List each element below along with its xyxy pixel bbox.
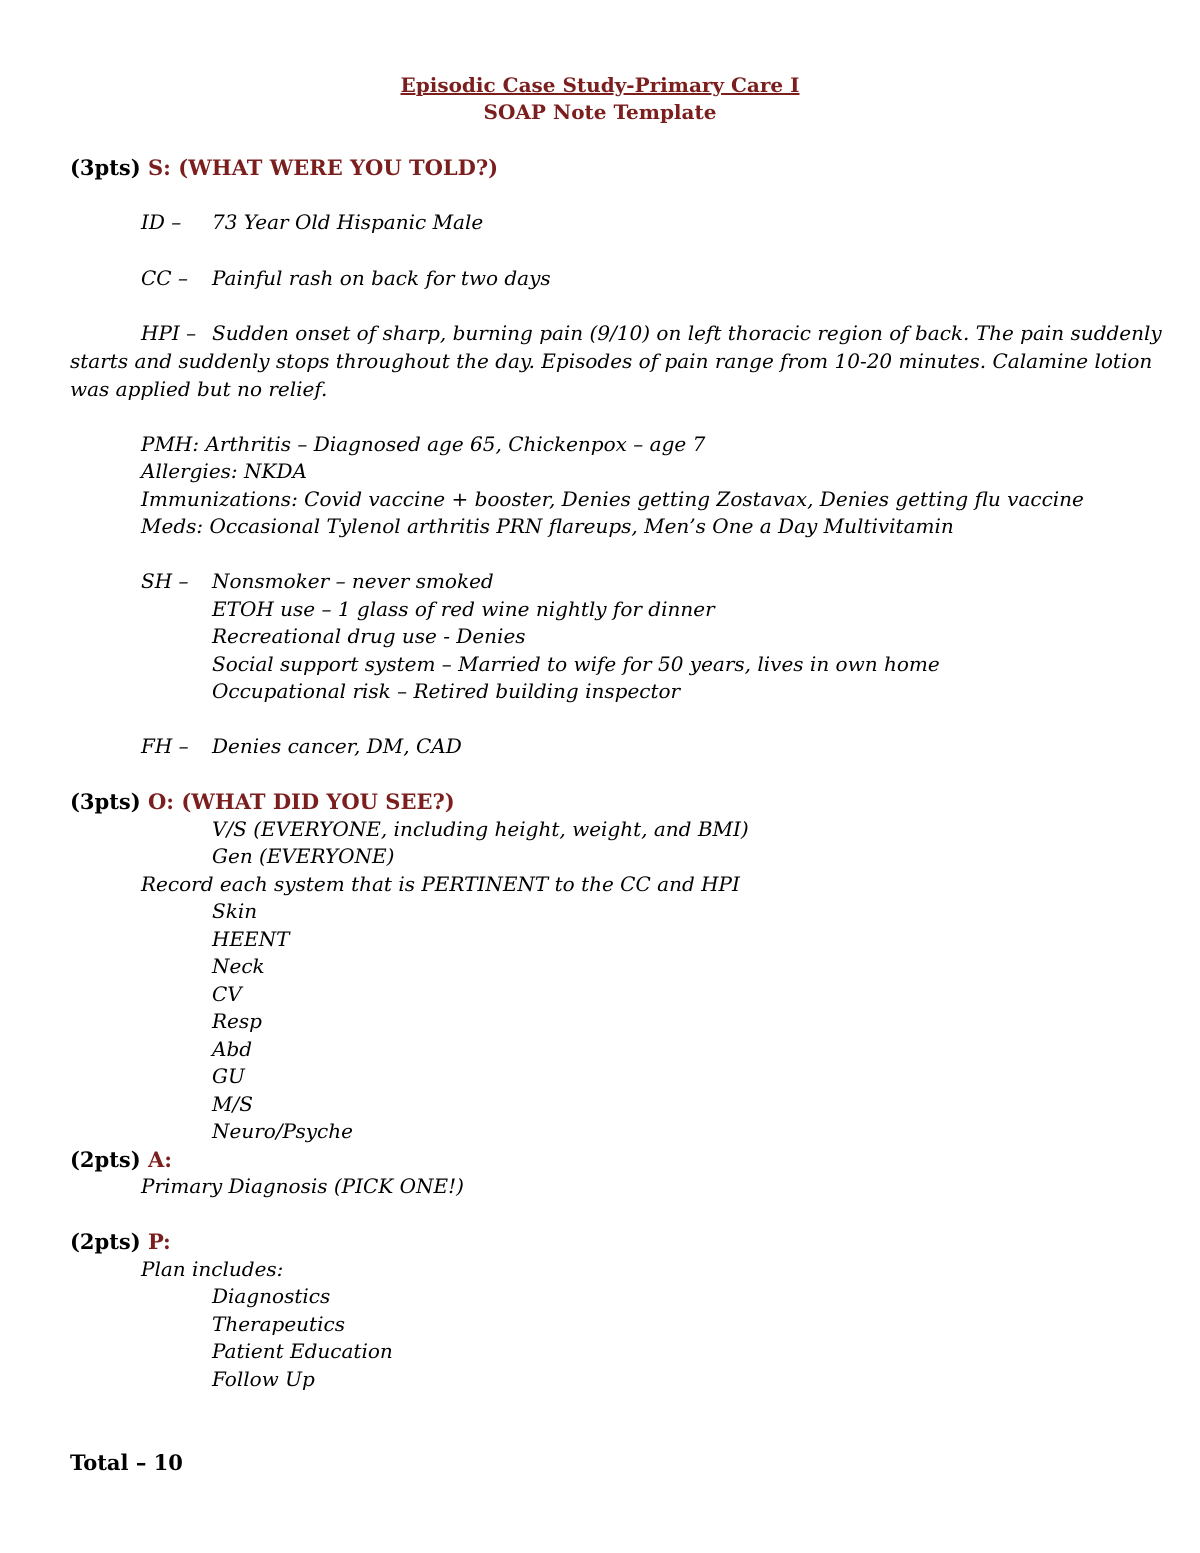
- sh-label: SH –: [141, 569, 189, 593]
- sh-item: Recreational drug use - Denies: [212, 624, 526, 648]
- plan-intro: Plan includes:: [141, 1257, 284, 1281]
- plan-item: Follow Up: [212, 1367, 315, 1391]
- id-value: 73 Year Old Hispanic Male: [212, 210, 484, 234]
- subjective-heading: [70, 154, 498, 181]
- subjective-title: S: (WHAT WERE YOU TOLD?): [148, 155, 499, 180]
- document-title: Episodic Case Study-Primary Care I: [400, 73, 800, 97]
- system-item: Neck: [212, 954, 265, 978]
- cc-value: Painful rash on back for two days: [212, 266, 551, 290]
- assessment-heading: [70, 1146, 172, 1173]
- primary-diagnosis-line: Primary Diagnosis (PICK ONE!): [141, 1174, 464, 1198]
- system-item: GU: [212, 1064, 245, 1088]
- allergies-line: Allergies: NKDA: [141, 459, 307, 483]
- system-item: Neuro/Psyche: [212, 1119, 353, 1143]
- general-line: Gen (EVERYONE): [212, 844, 395, 868]
- plan-item: Patient Education: [212, 1339, 393, 1363]
- document-subtitle: SOAP Note Template: [483, 100, 717, 124]
- plan-heading: [70, 1228, 171, 1255]
- cc-line: [141, 265, 551, 292]
- hpi-text-2: starts and suddenly stops throughout the day. Episodes of pain range from 10-20 minutes. Calamine lotion: [70, 349, 1153, 373]
- plan-points: (2pts): [70, 1229, 141, 1254]
- system-item: Resp: [212, 1009, 262, 1033]
- hpi-text-3: was applied but no relief.: [70, 377, 328, 401]
- system-item: Skin: [212, 899, 258, 923]
- cc-label: CC –: [141, 266, 188, 290]
- vitals-line: V/S (EVERYONE, including height, weight, and BMI): [212, 817, 749, 841]
- hpi-label: HPI –: [141, 321, 197, 345]
- hpi-line-1: [141, 320, 1162, 347]
- pmh-line: PMH: Arthritis – Diagnosed age 65, Chickenpox – age 7: [141, 432, 706, 456]
- sh-item: Social support system – Married to wife for 50 years, lives in own home: [212, 652, 940, 676]
- assessment-points: (2pts): [70, 1147, 141, 1172]
- system-item: M/S: [212, 1092, 253, 1116]
- plan-item: Diagnostics: [212, 1284, 331, 1308]
- fh-line: [141, 733, 462, 760]
- plan-item: Therapeutics: [212, 1312, 345, 1336]
- assessment-title: A:: [148, 1147, 173, 1172]
- sh-item: Nonsmoker – never smoked: [212, 569, 494, 593]
- system-item: CV: [212, 982, 242, 1006]
- hpi-text-1: Sudden onset of sharp, burning pain (9/10) on left thoracic region of back. The pain suddenly: [212, 321, 1162, 345]
- objective-points: (3pts): [70, 789, 141, 814]
- id-label: ID –: [141, 210, 182, 234]
- plan-title: P:: [148, 1229, 171, 1254]
- sh-item: ETOH use – 1 glass of red wine nightly for dinner: [212, 597, 715, 621]
- id-line: [141, 209, 483, 236]
- total-points: Total – 10: [70, 1450, 183, 1475]
- system-item: HEENT: [212, 927, 290, 951]
- system-item: Abd: [212, 1037, 253, 1061]
- subjective-points: (3pts): [70, 155, 141, 180]
- meds-line: Meds: Occasional Tylenol arthritis PRN flareups, Men’s One a Day Multivitamin: [141, 514, 954, 538]
- objective-title: O: (WHAT DID YOU SEE?): [148, 789, 455, 814]
- record-systems-line: Record each system that is PERTINENT to the CC and HPI: [141, 872, 740, 896]
- fh-label: FH –: [141, 734, 189, 758]
- objective-heading: [70, 788, 455, 815]
- sh-item: Occupational risk – Retired building inspector: [212, 679, 681, 703]
- fh-value: Denies cancer, DM, CAD: [212, 734, 462, 758]
- immunizations-line: Immunizations: Covid vaccine + booster, Denies getting Zostavax, Denies getting flu vaccine: [141, 487, 1084, 511]
